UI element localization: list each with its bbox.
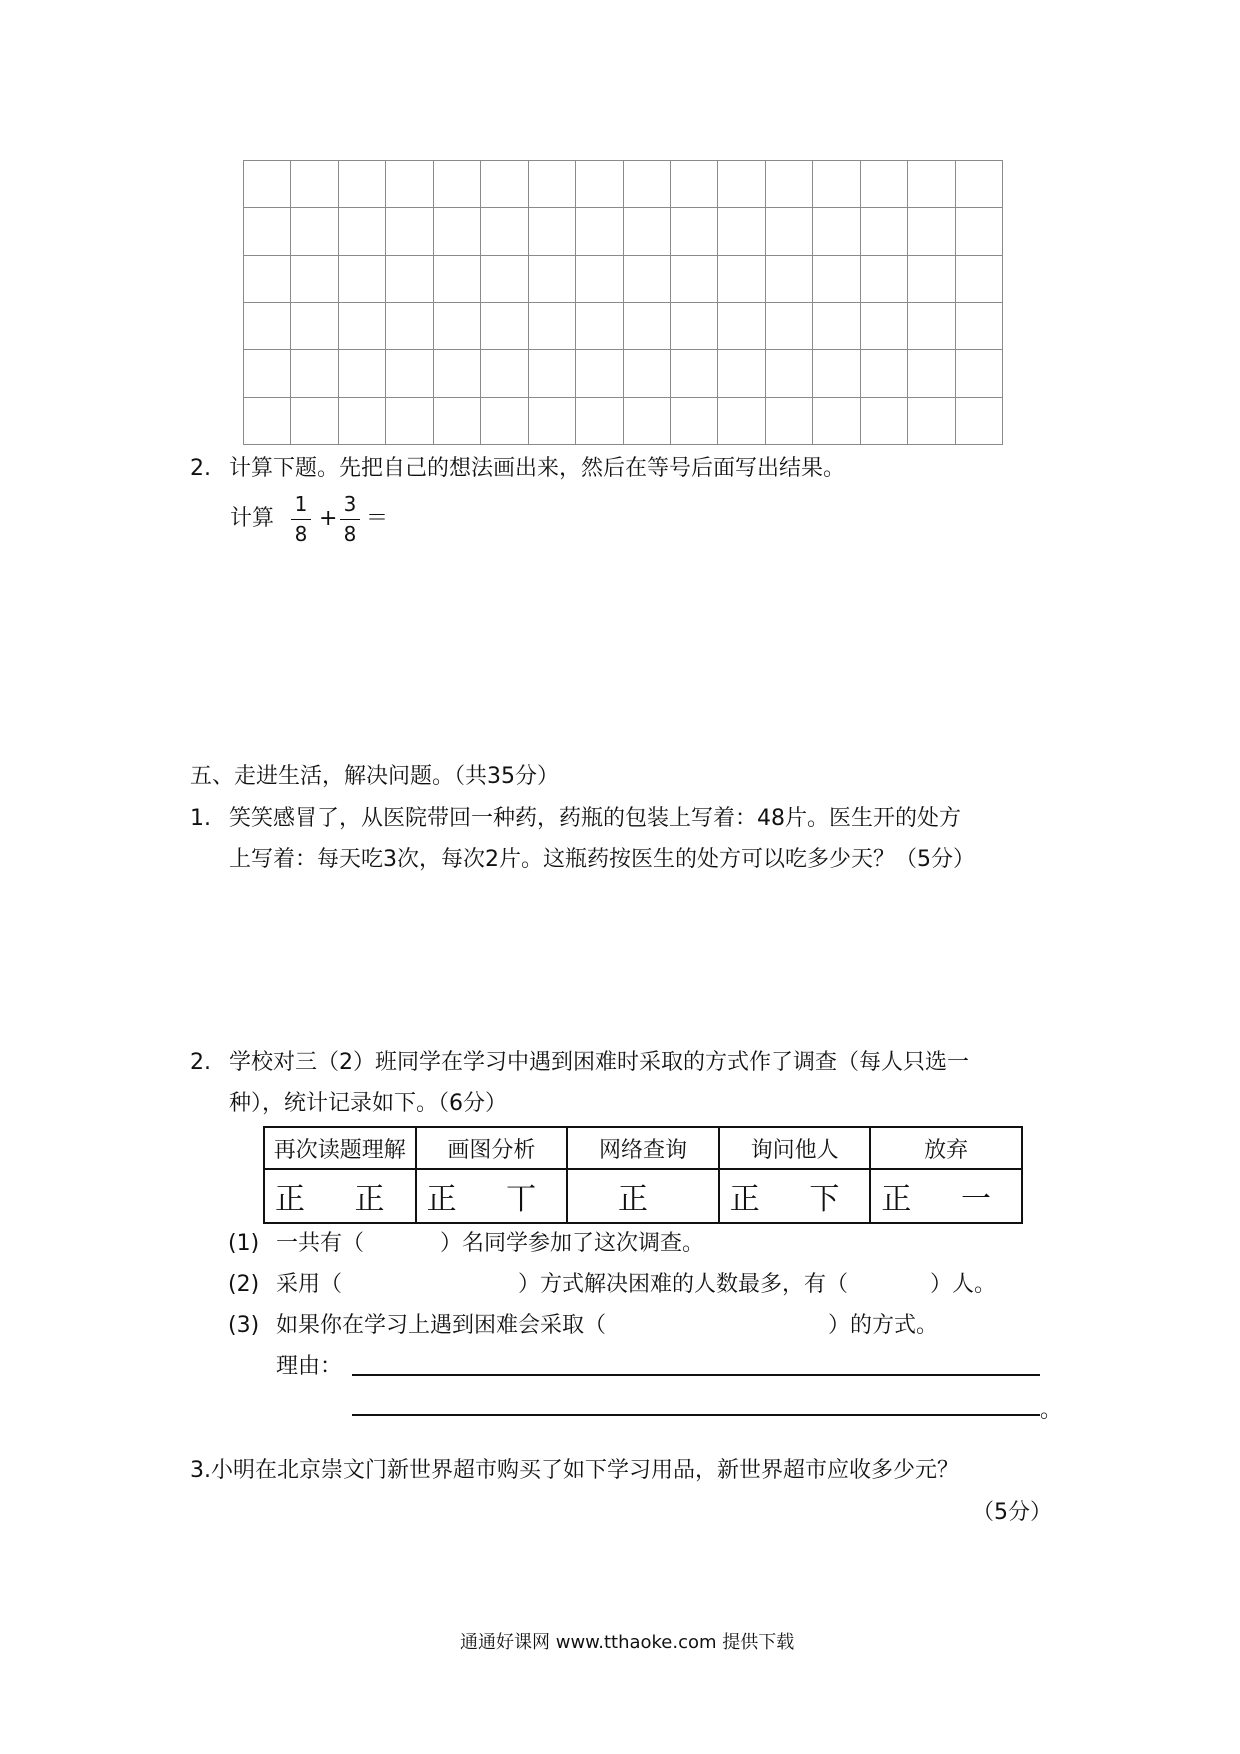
sub-question-text: ）名同学参加了这次调查。 (440, 1231, 705, 1256)
tally-marks-cell: 正 正 (264, 1169, 416, 1223)
grid-cell (338, 208, 385, 255)
grid-cell (433, 255, 480, 302)
grid-cell (481, 397, 528, 444)
grid-cell (813, 302, 860, 349)
grid-cell (813, 208, 860, 255)
fraction-one-eighth (291, 494, 311, 546)
question-number: 2. (190, 1050, 211, 1075)
grid-cell (955, 302, 1002, 349)
grid-cell (623, 302, 670, 349)
grid-cell (244, 161, 291, 208)
grid-cell (244, 302, 291, 349)
grid-cell (244, 208, 291, 255)
fraction-three-eighths (340, 494, 360, 546)
fraction-numerator: 3 (343, 492, 357, 516)
tally-table (263, 1126, 1023, 1224)
fraction-numerator: 1 (294, 492, 308, 516)
sub-question-number: (3) (228, 1313, 260, 1338)
grid-cell (528, 161, 575, 208)
sub-question-text: 如果你在学习上遇到困难会采取（ (276, 1313, 607, 1338)
grid-cell (338, 350, 385, 397)
grid-cell (718, 208, 765, 255)
grid-cell (670, 255, 717, 302)
grid-row (244, 302, 1003, 349)
fraction-denominator: 8 (294, 522, 308, 546)
grid-cell (528, 208, 575, 255)
grid-cell (670, 161, 717, 208)
sub-question-number: (2) (228, 1272, 260, 1297)
grid-cell (860, 397, 907, 444)
grid-cell (860, 208, 907, 255)
grid-cell (433, 397, 480, 444)
grid-cell (576, 161, 623, 208)
grid-cell (908, 397, 955, 444)
grid-cell (576, 350, 623, 397)
question-text-line: 上写着：每天吃3次，每次2片。这瓶药按医生的处方可以吃多少天？（5分） (229, 847, 975, 872)
grid-row (244, 208, 1003, 255)
grid-cell (955, 350, 1002, 397)
page-footer: 通通好课网 www.tthaoke.com 提供下载 (460, 1632, 795, 1653)
grid-cell (338, 161, 385, 208)
grid-cell (670, 350, 717, 397)
grid-cell (433, 208, 480, 255)
grid-cell (908, 350, 955, 397)
sub-question-text: ）人。 (930, 1272, 997, 1297)
grid-cell (718, 350, 765, 397)
grid-cell (623, 255, 670, 302)
grid-cell (244, 255, 291, 302)
grid-cell (765, 255, 812, 302)
grid-cell (576, 397, 623, 444)
plus-sign: + (319, 506, 338, 531)
tally-header-cell: 网络查询 (567, 1127, 719, 1169)
grid-cell (765, 350, 812, 397)
grid-cell (481, 302, 528, 349)
grid-cell (623, 208, 670, 255)
grid-cell (813, 255, 860, 302)
grid-cell (955, 397, 1002, 444)
sub-question-text: 采用（ (276, 1272, 343, 1297)
grid-cell (908, 255, 955, 302)
grid-cell (765, 161, 812, 208)
grid-cell (481, 208, 528, 255)
question-text-line: 种），统计记录如下。（6分） (229, 1091, 507, 1116)
grid-cell (386, 302, 433, 349)
grid-cell (338, 302, 385, 349)
grid-cell (291, 208, 338, 255)
question-number: 2. (190, 456, 211, 481)
grid-cell (623, 350, 670, 397)
question-number: 1. (190, 806, 211, 831)
grid-cell (386, 208, 433, 255)
equals-sign: ＝ (366, 506, 389, 531)
grid-cell (860, 302, 907, 349)
grid-cell (670, 302, 717, 349)
tally-marks-cell: 正 丅 (416, 1169, 568, 1223)
grid-cell (528, 302, 575, 349)
grid-cell (813, 397, 860, 444)
grid-cell (338, 255, 385, 302)
grid-cell (433, 350, 480, 397)
grid-cell (291, 302, 338, 349)
period-mark: 。 (1040, 1398, 1063, 1423)
grid-cell (576, 255, 623, 302)
grid-cell (338, 397, 385, 444)
fraction-denominator: 8 (343, 522, 357, 546)
tally-header-cell: 放弃 (870, 1127, 1022, 1169)
answer-line[interactable] (352, 1414, 1040, 1416)
grid-cell (291, 397, 338, 444)
grid-row (244, 350, 1003, 397)
grid-cell (955, 255, 1002, 302)
tally-header-cell: 画图分析 (416, 1127, 568, 1169)
grid-cell (718, 397, 765, 444)
grid-cell (623, 161, 670, 208)
tally-header-row (264, 1127, 1022, 1169)
grid-row (244, 161, 1003, 208)
grid-cell (860, 255, 907, 302)
section-title: 五、走进生活，解决问题。（共35分） (190, 764, 559, 789)
calc-label: 计算 (230, 506, 275, 531)
grid-cell (718, 255, 765, 302)
grid-cell (481, 350, 528, 397)
tally-marks-cell: 正 (567, 1169, 719, 1223)
grid-cell (813, 161, 860, 208)
grid-cell (528, 397, 575, 444)
sub-question-text: 一共有（ (276, 1231, 365, 1256)
tally-marks-cell: 正 下 (719, 1169, 871, 1223)
grid-cell (386, 255, 433, 302)
question-text-line: 笑笑感冒了，从医院带回一种药，药瓶的包装上写着：48片。医生开的处方 (229, 806, 961, 831)
grid-cell (528, 255, 575, 302)
grid-cell (291, 161, 338, 208)
grid-cell (386, 161, 433, 208)
grid-cell (908, 208, 955, 255)
grid-cell (481, 161, 528, 208)
grid-cell (765, 208, 812, 255)
grid-cell (908, 302, 955, 349)
grid-cell (576, 302, 623, 349)
answer-line[interactable] (352, 1374, 1040, 1376)
grid-cell (908, 161, 955, 208)
grid-cell (528, 350, 575, 397)
grid-cell (860, 350, 907, 397)
tally-marks-cell: 正 一 (870, 1169, 1022, 1223)
grid-row (244, 255, 1003, 302)
grid-cell (433, 161, 480, 208)
question-text-line: 学校对三（2）班同学在学习中遇到困难时采取的方式作了调查（每人只选一 (229, 1050, 969, 1075)
drawing-grid (243, 160, 1003, 445)
grid-cell (386, 350, 433, 397)
reason-label: 理由： (276, 1354, 343, 1379)
grid-cell (481, 255, 528, 302)
question-text-line: 3.小明在北京崇文门新世界超市购买了如下学习用品，新世界超市应收多少元？ (190, 1458, 959, 1483)
grid-cell (765, 397, 812, 444)
grid-cell (718, 302, 765, 349)
tally-header-cell: 询问他人 (719, 1127, 871, 1169)
grid-cell (813, 350, 860, 397)
grid-cell (955, 208, 1002, 255)
sub-question-text: ）的方式。 (828, 1313, 939, 1338)
grid-cell (244, 397, 291, 444)
grid-cell (718, 161, 765, 208)
grid-cell (955, 161, 1002, 208)
grid-cell (433, 302, 480, 349)
grid-cell (576, 208, 623, 255)
grid-cell (291, 350, 338, 397)
sub-question-text: ）方式解决困难的人数最多，有（ (518, 1272, 849, 1297)
grid-cell (670, 208, 717, 255)
sub-question-number: (1) (228, 1231, 260, 1256)
grid-cell (860, 161, 907, 208)
grid-cell (670, 397, 717, 444)
grid-cell (291, 255, 338, 302)
grid-cell (765, 302, 812, 349)
tally-marks-row (264, 1169, 1022, 1223)
grid-row (244, 397, 1003, 444)
grid-cell (244, 350, 291, 397)
question-prompt: 计算下题。先把自己的想法画出来，然后在等号后面写出结果。 (229, 456, 846, 481)
tally-header-cell: 再次读题理解 (264, 1127, 416, 1169)
grid-cell (386, 397, 433, 444)
question-points: （5分） (972, 1500, 1052, 1525)
grid-cell (623, 397, 670, 444)
